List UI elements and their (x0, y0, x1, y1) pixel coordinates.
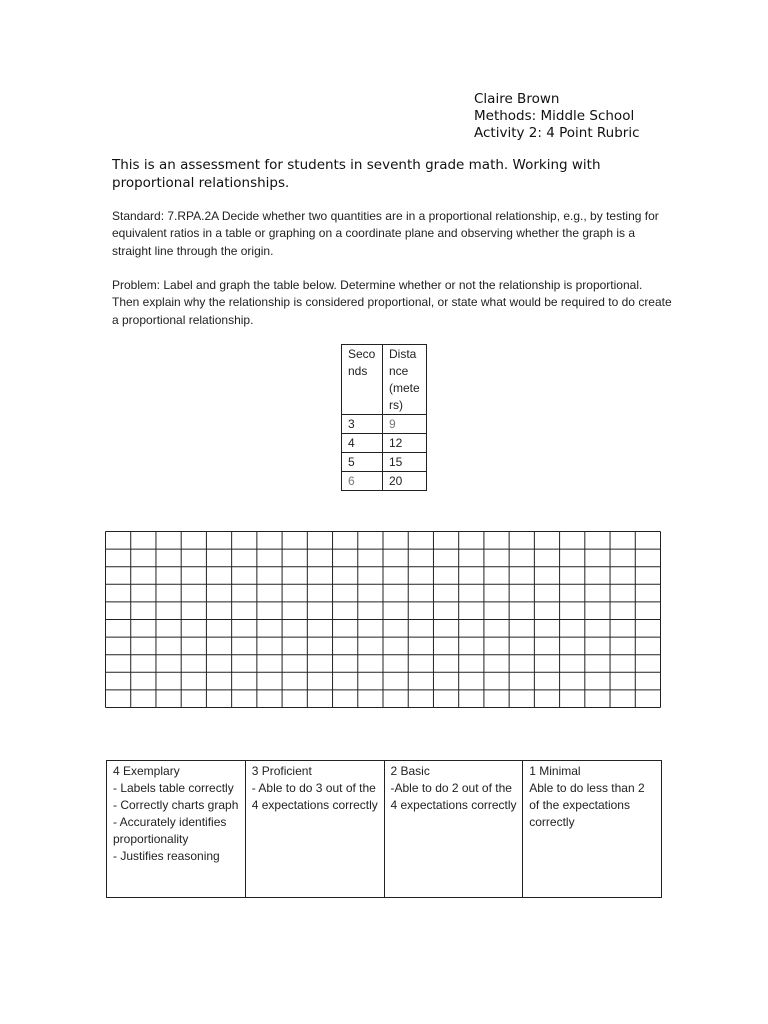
rubric-row (107, 761, 662, 898)
cell-seconds: 4 (342, 434, 383, 453)
cell-distance: 20 (383, 472, 427, 491)
activity-title: Activity 2: 4 Point Rubric (474, 125, 640, 141)
standard-paragraph: Standard: 7.RPA.2A Decide whether two quantities are in a proportional relationship, e.g., by testing for equivalent ratios in a table or graphing on a coordinate plane and observing whether the graph is a straight line through the origin. (112, 209, 659, 258)
header-seconds: Seconds (342, 345, 383, 415)
rubric-criterion: - Justifies reasoning (113, 849, 220, 863)
rubric-criterion: - Accurately identifies proportionality (113, 815, 227, 846)
table-row (342, 472, 427, 491)
data-table (341, 344, 427, 491)
rubric-cell-proficient (245, 761, 384, 898)
cell-seconds: 6 (342, 472, 383, 491)
rubric-cell-minimal (523, 761, 662, 898)
rubric-level-label: 2 Basic (390, 764, 430, 778)
header-block (474, 91, 640, 142)
cell-distance: 12 (383, 434, 427, 453)
rubric-table (106, 760, 662, 898)
table-row (342, 453, 427, 472)
rubric-criterion: - Labels table correctly (113, 781, 234, 795)
cell-seconds: 5 (342, 453, 383, 472)
rubric-criterion: - Able to do 3 out of the 4 expectations correctly (251, 781, 378, 812)
graph-grid (105, 531, 661, 708)
header-distance: Distance (meters) (383, 345, 427, 415)
cell-seconds: 3 (342, 415, 383, 434)
author-name: Claire Brown (474, 91, 560, 107)
intro-paragraph: This is an assessment for students in seventh grade math. Working with proportional relationships. (112, 157, 601, 191)
rubric-criterion: - Correctly charts graph (113, 798, 239, 812)
cell-distance: 9 (383, 415, 427, 434)
table-row (342, 415, 427, 434)
rubric-cell-exemplary (107, 761, 246, 898)
rubric-criterion: -Able to do 2 out of the 4 expectations correctly (390, 781, 517, 812)
cell-distance: 15 (383, 453, 427, 472)
rubric-criterion: Able to do less than 2 of the expectations correctly (529, 781, 645, 829)
rubric-level-label: 1 Minimal (529, 764, 581, 778)
rubric-level-label: 3 Proficient (251, 764, 312, 778)
problem-paragraph: Problem: Label and graph the table below. Determine whether or not the relationship is proportional. Then explain why the relationship is considered proportional, or state what would be required to do create a proportional relationship. (112, 278, 672, 327)
course-title: Methods: Middle School (474, 108, 635, 124)
table-row (342, 434, 427, 453)
rubric-level-label: 4 Exemplary (113, 764, 180, 778)
rubric-cell-basic (384, 761, 523, 898)
data-table-header-row (342, 345, 427, 415)
